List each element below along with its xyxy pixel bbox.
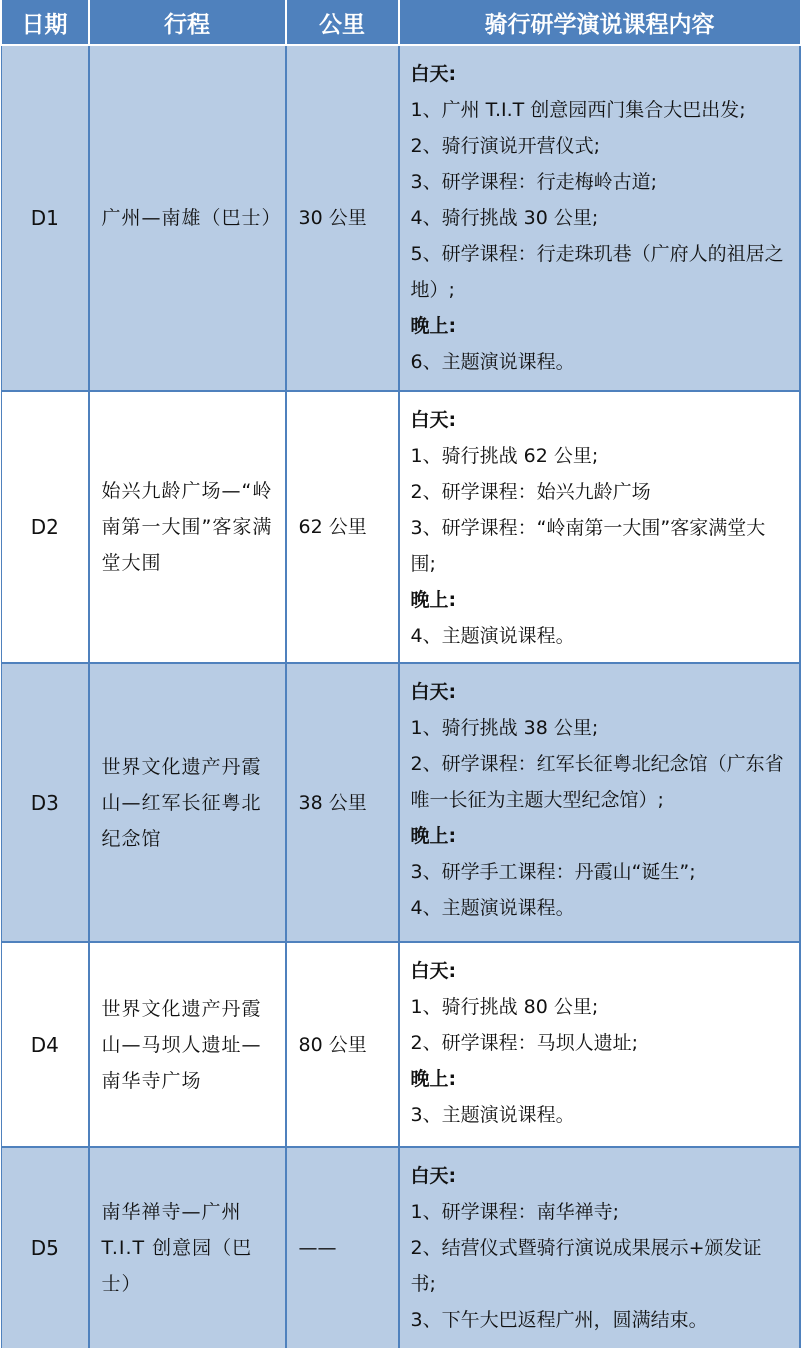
content-cell [399, 1147, 800, 1348]
content-line: 3、研学课程：“岭南第一大围”客家满堂大围; [410, 517, 766, 575]
content-line: 6、主题演说课程。 [410, 351, 575, 373]
content-line: 5、研学课程：行走珠玑巷（广府人的祖居之地）; [410, 243, 784, 301]
content-cell [399, 391, 800, 663]
content-line: 4、骑行挑战 30 公里; [410, 207, 599, 229]
content-line: 1、骑行挑战 38 公里; [410, 717, 599, 739]
evening-heading: 晚上: [410, 589, 457, 611]
evening-heading: 晚上: [410, 315, 457, 337]
table-row [2, 391, 800, 663]
route-cell: 广州—南雄（巴士） [89, 45, 286, 391]
daytime-heading: 白天: [410, 681, 457, 703]
content-line: 1、骑行挑战 62 公里; [410, 445, 599, 467]
table-row [2, 663, 800, 942]
content-cell [399, 942, 800, 1147]
evening-heading: 晚上: [410, 825, 457, 847]
day-cell: D2 [2, 391, 89, 663]
distance-cell: 80 公里 [286, 942, 399, 1147]
header-date: 日期 [2, 0, 89, 45]
content-line: 3、主题演说课程。 [410, 1104, 575, 1126]
content-line: 2、研学课程：红军长征粤北纪念馆（广东省唯一长征为主题大型纪念馆）; [410, 753, 784, 811]
itinerary-table [1, 0, 801, 1348]
route-cell: 始兴九龄广场—“岭南第一大围”客家满堂大围 [89, 391, 286, 663]
day-cell: D5 [2, 1147, 89, 1348]
evening-heading: 晚上: [410, 1068, 457, 1090]
distance-cell: —— [286, 1147, 399, 1348]
content-line: 2、研学课程：始兴九龄广场 [410, 481, 651, 503]
distance-cell: 38 公里 [286, 663, 399, 942]
header-km: 公里 [286, 0, 399, 45]
content-line: 1、研学课程：南华禅寺; [410, 1201, 619, 1223]
day-cell: D4 [2, 942, 89, 1147]
content-cell [399, 45, 800, 391]
distance-cell: 62 公里 [286, 391, 399, 663]
route-cell: 世界文化遗产丹霞山—红军长征粤北纪念馆 [89, 663, 286, 942]
header-row [2, 0, 800, 45]
content-line: 2、研学课程：马坝人遗址; [410, 1032, 638, 1054]
content-line: 2、骑行演说开营仪式; [410, 135, 600, 157]
content-line: 2、结营仪式暨骑行演说成果展示+颁发证书; [410, 1237, 762, 1295]
daytime-heading: 白天: [410, 960, 457, 982]
day-cell: D1 [2, 45, 89, 391]
content-line: 3、下午大巴返程广州，圆满结束。 [410, 1309, 708, 1331]
route-cell: 南华禅寺—广州 T.I.T 创意园（巴士） [89, 1147, 286, 1348]
content-line: 3、研学手工课程：丹霞山“诞生”; [410, 861, 696, 883]
content-line: 4、主题演说课程。 [410, 897, 575, 919]
header-content: 骑行研学演说课程内容 [399, 0, 800, 45]
table-row [2, 942, 800, 1147]
daytime-heading: 白天: [410, 409, 457, 431]
header-route: 行程 [89, 0, 286, 45]
daytime-heading: 白天: [410, 63, 457, 85]
content-cell [399, 663, 800, 942]
content-line: 1、骑行挑战 80 公里; [410, 996, 599, 1018]
content-line: 4、主题演说课程。 [410, 625, 575, 647]
content-line: 3、研学课程：行走梅岭古道; [410, 171, 657, 193]
table-row [2, 1147, 800, 1348]
daytime-heading: 白天: [410, 1165, 457, 1187]
table-row [2, 45, 800, 391]
route-cell: 世界文化遗产丹霞山—马坝人遗址—南华寺广场 [89, 942, 286, 1147]
day-cell: D3 [2, 663, 89, 942]
distance-cell: 30 公里 [286, 45, 399, 391]
content-line: 1、广州 T.I.T 创意园西门集合大巴出发; [410, 99, 746, 121]
